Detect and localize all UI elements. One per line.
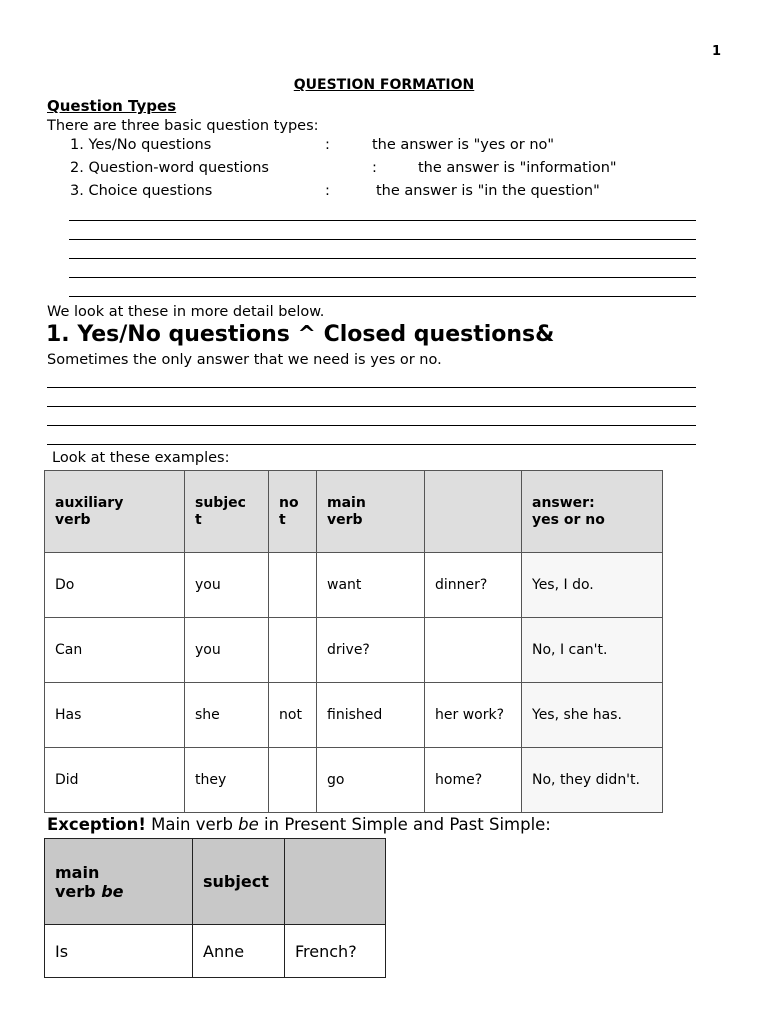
header-answer: answer: yes or no (522, 471, 663, 553)
header-main-italic: be (101, 881, 124, 901)
cell-main-verb: want (317, 553, 425, 618)
table-row (45, 748, 663, 813)
header-not: no t (269, 471, 317, 553)
page-title: QUESTION FORMATION (293, 77, 475, 93)
type-label-3: 3. Choice questions (70, 183, 213, 199)
cell-aux: Do (45, 553, 185, 618)
type-answer-3: the answer is "in the question" (376, 183, 600, 199)
table-header-row (45, 839, 386, 925)
yes-no-heading: 1. Yes/No questions ^ Closed questions& (46, 322, 555, 347)
cell-subject: you (185, 618, 269, 683)
detail-text: We look at these in more detail below. (47, 304, 325, 320)
cell-object (425, 618, 522, 683)
exception-note (47, 815, 551, 834)
table-row (45, 683, 663, 748)
cell-complement: French? (285, 925, 386, 978)
cell-subject: she (185, 683, 269, 748)
intro-text: There are three basic question types: (47, 118, 319, 134)
table-row (45, 925, 386, 978)
examples-table (44, 470, 663, 813)
writing-line (69, 277, 696, 278)
cell-subject: they (185, 748, 269, 813)
table-header-row (45, 471, 663, 553)
type-label-1: 1. Yes/No questions (70, 137, 212, 153)
writing-line (69, 296, 696, 297)
cell-main-verb: finished (317, 683, 425, 748)
type-label-2: 2. Question-word questions (70, 160, 269, 176)
exception-bold: Exception! (47, 815, 146, 834)
writing-line (69, 239, 696, 240)
cell-answer: Yes, I do. (522, 553, 663, 618)
exception-pre: Main verb (145, 815, 239, 834)
cell-not (269, 748, 317, 813)
header-subject: subject (193, 839, 285, 925)
cell-object: home? (425, 748, 522, 813)
writing-line (47, 444, 696, 445)
cell-answer: Yes, she has. (522, 683, 663, 748)
writing-line (47, 387, 696, 388)
exception-italic: be (238, 815, 259, 834)
writing-line (47, 425, 696, 426)
header-auxiliary-verb: auxiliary verb (45, 471, 185, 553)
section-heading: Question Types (47, 97, 177, 115)
cell-object: her work? (425, 683, 522, 748)
cell-aux: Did (45, 748, 185, 813)
header-main-verb-be (45, 839, 193, 925)
cell-subject: Anne (193, 925, 285, 978)
writing-line (69, 220, 696, 221)
page-number: 1 (712, 44, 722, 59)
exception-table (44, 838, 386, 978)
header-subject: subjec t (185, 471, 269, 553)
cell-answer: No, I can't. (522, 618, 663, 683)
type-sep-2: : (372, 160, 377, 176)
type-answer-2: the answer is "information" (418, 160, 617, 176)
type-answer-1: the answer is "yes or no" (372, 137, 555, 153)
table-row (45, 553, 663, 618)
header-main-verb: main verb (317, 471, 425, 553)
cell-object: dinner? (425, 553, 522, 618)
exception-post: in Present Simple and Past Simple: (258, 815, 551, 834)
header-main-line1: main (55, 862, 100, 882)
header-main-line2: verb (55, 881, 96, 901)
cell-subject: you (185, 553, 269, 618)
cell-not (269, 553, 317, 618)
header-blank (425, 471, 522, 553)
cell-not (269, 618, 317, 683)
type-sep-3: : (325, 183, 330, 199)
writing-line (69, 258, 696, 259)
header-blank (285, 839, 386, 925)
examples-label: Look at these examples: (52, 450, 230, 466)
type-sep-1: : (325, 137, 330, 153)
writing-line (47, 406, 696, 407)
cell-main-verb: drive? (317, 618, 425, 683)
cell-aux: Can (45, 618, 185, 683)
cell-main-verb: Is (45, 925, 193, 978)
cell-main-verb: go (317, 748, 425, 813)
sometimes-text: Sometimes the only answer that we need is yes or no. (47, 352, 442, 368)
cell-not: not (269, 683, 317, 748)
table-row (45, 618, 663, 683)
cell-answer: No, they didn't. (522, 748, 663, 813)
cell-aux: Has (45, 683, 185, 748)
